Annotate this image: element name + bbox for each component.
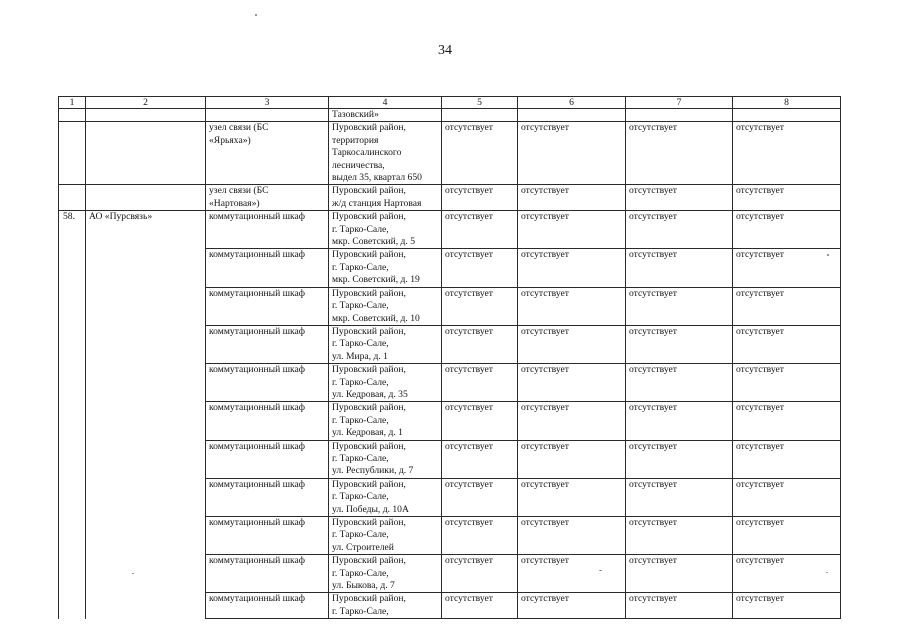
- address-cell: [329, 249, 442, 287]
- scan-speck: [827, 254, 829, 256]
- value-cell-c5: отсутствует: [442, 517, 518, 555]
- value-cell-c5: отсутствует: [442, 211, 518, 249]
- org-number-cell: 58.: [59, 211, 86, 619]
- value-cell-c5: отсутствует: [442, 402, 518, 440]
- cell-line: ул. Строителей: [332, 541, 394, 553]
- cell-line: ул. Мира, д. 1: [332, 350, 388, 362]
- value-cell-c6: отсутствует: [518, 555, 626, 593]
- address-cell: [329, 440, 442, 478]
- value-cell-c7: отсутствует: [626, 325, 733, 363]
- table-row: [59, 109, 841, 122]
- cell-line: Пуровский район,: [332, 287, 406, 299]
- value-cell-c6: отсутствует: [518, 364, 626, 402]
- cell-line: мкр. Советский, д. 10: [332, 312, 420, 324]
- cell-line: Пуровский район,: [332, 593, 406, 605]
- cell-line: ул. Быкова, д. 7: [332, 580, 395, 592]
- address-cell: [329, 287, 442, 325]
- cell-line: г. Тарко-Сале,: [332, 223, 389, 235]
- value-cell-c6: отсутствует: [518, 325, 626, 363]
- column-header: 6: [518, 97, 626, 109]
- page-number: 34: [438, 43, 452, 58]
- value-cell-c8: отсутствует: [733, 122, 841, 185]
- cell-line: узел связи (БС: [209, 185, 269, 197]
- address-cell: [329, 478, 442, 516]
- value-cell-c8: отсутствует: [733, 185, 841, 211]
- value-cell-c5: отсутствует: [442, 249, 518, 287]
- value-cell-c5: отсутствует: [442, 325, 518, 363]
- scan-speck: [599, 570, 602, 571]
- cell-line: территория: [332, 134, 379, 146]
- value-cell-c7: отсутствует: [626, 211, 733, 249]
- value-cell-c8: отсутствует: [733, 440, 841, 478]
- table-row: [59, 185, 841, 211]
- value-cell-c8: отсутствует: [733, 402, 841, 440]
- facility-type-cell: коммутационный шкаф: [206, 593, 329, 619]
- cell-line: Пуровский район,: [332, 478, 406, 490]
- facility-type-cell: коммутационный шкаф: [206, 287, 329, 325]
- cell-line: узел связи (БС: [209, 122, 269, 134]
- cell-line: Пуровский район,: [332, 211, 406, 223]
- address-cell: [329, 122, 442, 185]
- cell-line: г. Тарко-Сале,: [332, 338, 389, 350]
- column-header: 3: [206, 97, 329, 109]
- facility-type-cell: коммутационный шкаф: [206, 478, 329, 516]
- value-cell-c5: отсутствует: [442, 555, 518, 593]
- column-header: 4: [329, 97, 442, 109]
- value-cell-c7: отсутствует: [626, 593, 733, 619]
- value-cell-c5: отсутствует: [442, 440, 518, 478]
- value-cell-c7: отсутствует: [626, 364, 733, 402]
- cell-line: выдел 35, квартал 650: [332, 172, 422, 184]
- value-cell-c7: отсутствует: [626, 122, 733, 185]
- address-cell: [329, 517, 442, 555]
- column-header: 5: [442, 97, 518, 109]
- value-cell-c6: отсутствует: [518, 402, 626, 440]
- cell-line: Пуровский район,: [332, 185, 406, 197]
- cell-line: г. Тарко-Сале,: [332, 605, 389, 617]
- value-cell-c5: отсутствует: [442, 364, 518, 402]
- table-row: [59, 122, 841, 185]
- cell-line: г. Тарко-Сале,: [332, 529, 389, 541]
- table-header: [59, 97, 841, 109]
- cell-line: Таркосалинского: [332, 147, 402, 159]
- cell-c7: [626, 109, 733, 122]
- cell-line: Пуровский район,: [332, 402, 406, 414]
- cell-line: Пуровский район,: [332, 249, 406, 261]
- table-body: [59, 109, 841, 619]
- cell-line: ж/д станция Нартовая: [332, 197, 422, 209]
- org-name-cell: АО «Пурсвязь»: [86, 211, 206, 619]
- value-cell-c8: отсутствует: [733, 325, 841, 363]
- address-cell: [329, 325, 442, 363]
- value-cell-c5: отсутствует: [442, 287, 518, 325]
- cell-c4: Тазовский»: [329, 109, 442, 122]
- cell-line: Пуровский район,: [332, 440, 406, 452]
- address-cell: [329, 402, 442, 440]
- cell-line: Пуровский район,: [332, 364, 406, 376]
- value-cell-c5: отсутствует: [442, 478, 518, 516]
- facility-type-cell: коммутационный шкаф: [206, 364, 329, 402]
- column-header: 7: [626, 97, 733, 109]
- scan-speck: [132, 573, 134, 574]
- cell-line: Пуровский район,: [332, 555, 406, 567]
- cell-c1: [59, 109, 86, 122]
- cell-line: ул. Кедровая, д. 1: [332, 427, 403, 439]
- facility-type-cell: [206, 185, 329, 211]
- cell-line: г. Тарко-Сале,: [332, 376, 389, 388]
- value-cell-c6: отсутствует: [518, 211, 626, 249]
- cell-line: ул. Победы, д. 10А: [332, 503, 409, 515]
- value-cell-c6: отсутствует: [518, 517, 626, 555]
- cell-line: г. Тарко-Сале,: [332, 567, 389, 579]
- facility-type-cell: [206, 122, 329, 185]
- facility-type-cell: коммутационный шкаф: [206, 249, 329, 287]
- cell-line: Пуровский район,: [332, 517, 406, 528]
- column-header: 1: [59, 97, 86, 109]
- address-cell: [329, 555, 442, 593]
- facility-type-cell: коммутационный шкаф: [206, 402, 329, 440]
- value-cell-c8: отсутствует: [733, 517, 841, 555]
- table-row: [59, 211, 841, 249]
- cell-line: «Нартовая»): [209, 197, 260, 209]
- cell-line: Пуровский район,: [332, 122, 406, 134]
- facility-type-cell: коммутационный шкаф: [206, 440, 329, 478]
- cell-line: Пуровский район,: [332, 325, 406, 337]
- value-cell-c7: отсутствует: [626, 402, 733, 440]
- cell-c1: [59, 122, 86, 185]
- value-cell-c6: отсутствует: [518, 185, 626, 211]
- cell-c6: [518, 109, 626, 122]
- value-cell-c7: отсутствует: [626, 555, 733, 593]
- cell-line: мкр. Советский, д. 5: [332, 236, 416, 248]
- facility-type-cell: коммутационный шкаф: [206, 555, 329, 593]
- value-cell-c5: отсутствует: [442, 593, 518, 619]
- cell-c2: [86, 109, 206, 122]
- header-row: [59, 97, 841, 109]
- value-cell-c6: отсутствует: [518, 249, 626, 287]
- cell-c5: [442, 109, 518, 122]
- cell-line: лесничества,: [332, 159, 385, 171]
- value-cell-c5: отсутствует: [442, 185, 518, 211]
- cell-c8: [733, 109, 841, 122]
- cell-c2: [86, 122, 206, 185]
- value-cell-c7: отсутствует: [626, 517, 733, 555]
- cell-line: г. Тарко-Сале,: [332, 414, 389, 426]
- value-cell-c8: отсутствует: [733, 249, 841, 287]
- scan-speck: [255, 14, 257, 16]
- value-cell-c7: отсутствует: [626, 185, 733, 211]
- address-cell: [329, 364, 442, 402]
- address-cell: [329, 593, 442, 619]
- cell-line: мкр. Советский, д. 19: [332, 274, 420, 286]
- value-cell-c8: отсутствует: [733, 478, 841, 516]
- value-cell-c5: отсутствует: [442, 122, 518, 185]
- address-cell: [329, 211, 442, 249]
- column-header: 2: [86, 97, 206, 109]
- facilities-table: [58, 96, 841, 619]
- cell-c2: [86, 185, 206, 211]
- cell-line: ул. Республики, д. 7: [332, 465, 414, 477]
- value-cell-c8: отсутствует: [733, 593, 841, 619]
- value-cell-c8: отсутствует: [733, 287, 841, 325]
- cell-line: г. Тарко-Сале,: [332, 491, 389, 503]
- value-cell-c8: отсутствует: [733, 364, 841, 402]
- value-cell-c7: отсутствует: [626, 249, 733, 287]
- facility-type-cell: коммутационный шкаф: [206, 325, 329, 363]
- scan-speck: [826, 572, 828, 573]
- value-cell-c8: отсутствует: [733, 555, 841, 593]
- value-cell-c7: отсутствует: [626, 287, 733, 325]
- cell-line: г. Тарко-Сале,: [332, 300, 389, 312]
- value-cell-c8: отсутствует: [733, 211, 841, 249]
- value-cell-c7: отсутствует: [626, 440, 733, 478]
- value-cell-c6: отсутствует: [518, 122, 626, 185]
- value-cell-c6: отсутствует: [518, 440, 626, 478]
- cell-line: г. Тарко-Сале,: [332, 261, 389, 273]
- column-header: 8: [733, 97, 841, 109]
- facility-type-cell: коммутационный шкаф: [206, 211, 329, 249]
- address-cell: [329, 185, 442, 211]
- cell-line: г. Тарко-Сале,: [332, 452, 389, 464]
- cell-c1: [59, 185, 86, 211]
- cell-line: ул. Кедровая, д. 35: [332, 388, 408, 400]
- facility-type-cell: коммутационный шкаф: [206, 517, 329, 555]
- value-cell-c6: отсутствует: [518, 478, 626, 516]
- value-cell-c7: отсутствует: [626, 478, 733, 516]
- value-cell-c6: отсутствует: [518, 593, 626, 619]
- cell-c3: [206, 109, 329, 122]
- cell-line: «Ярьяха»): [209, 134, 251, 146]
- value-cell-c6: отсутствует: [518, 287, 626, 325]
